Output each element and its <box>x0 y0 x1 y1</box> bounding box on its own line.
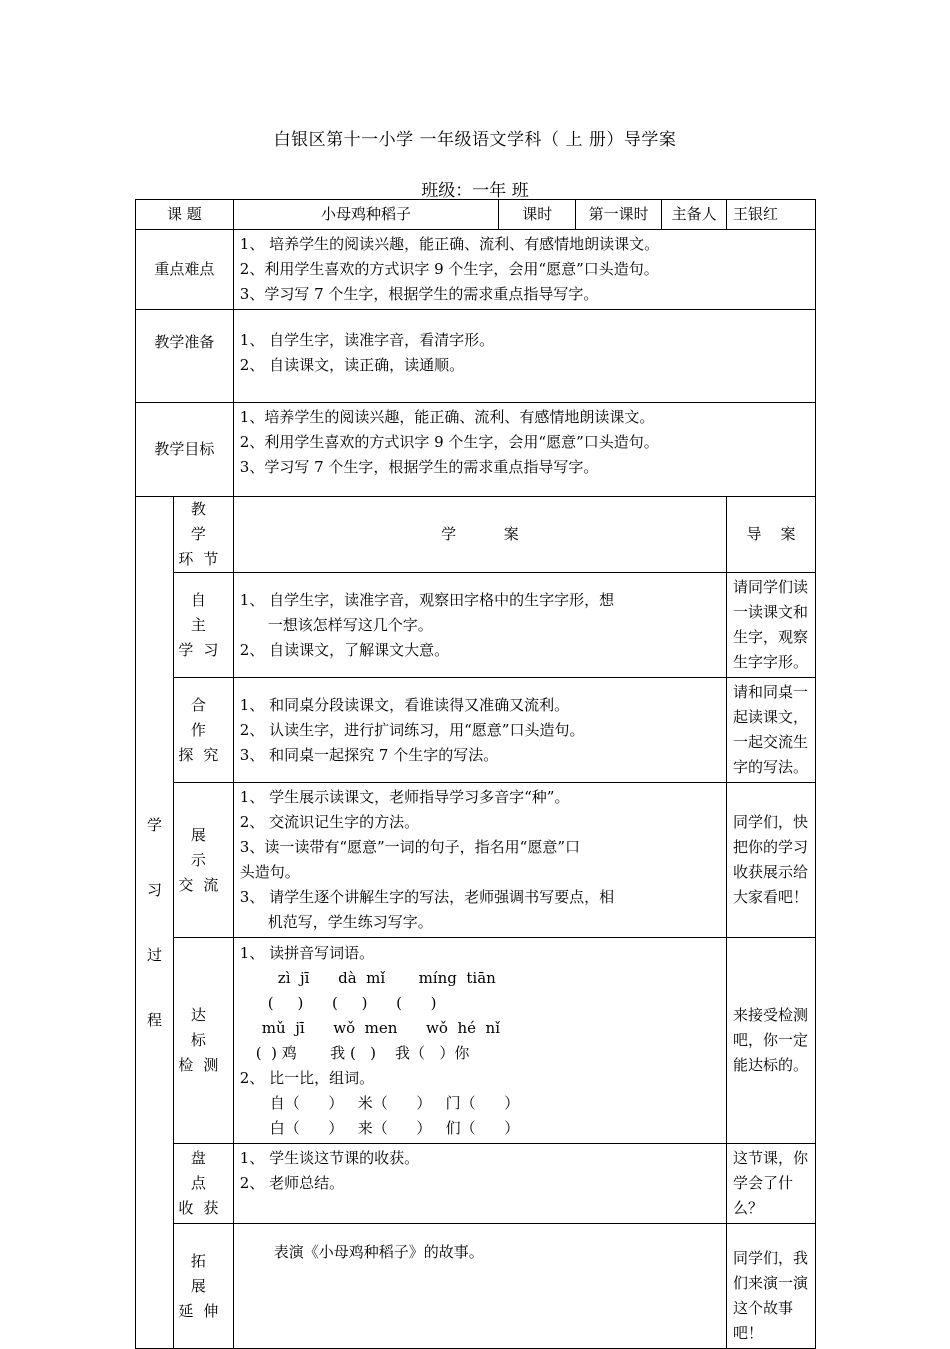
summary-row <box>136 1144 816 1224</box>
stage-label: 自 主 学习 <box>173 573 233 678</box>
blank-line: ( ) 鸡 我 ( ) 我（ ）你 <box>255 1043 470 1062</box>
summary-content <box>233 1144 726 1224</box>
plan-item: 一想该怎样写这几个字。 <box>267 615 433 634</box>
stage-label: 盘 点 收获 <box>173 1144 233 1224</box>
guide-header: 导 案 <box>727 497 816 573</box>
test-row <box>136 938 816 1144</box>
plan-item: 头造句。 <box>239 863 300 881</box>
extension-content: 表演《小母鸡种稻子》的故事。 <box>233 1224 726 1349</box>
period-value: 第一课时 <box>576 200 662 230</box>
stage-header: 教 学 环节 <box>173 497 233 573</box>
guide-text: 这节课，你学会了什么？ <box>727 1144 816 1224</box>
plan-item: 3、 请学生逐个讲解生字的写法，老师强调书写要点，相 <box>239 888 615 906</box>
plan-item: 2、 老师总结。 <box>239 1174 345 1192</box>
test-content <box>233 938 726 1144</box>
guide-text: 来接受检测吧，你一定能达标的。 <box>727 938 816 1144</box>
topic-row <box>136 200 816 230</box>
guide-text: 请同学们读一读课文和生字，观察生字字形。 <box>727 573 816 678</box>
plan-item: 1、 读拼音写词语。 <box>239 943 375 962</box>
compare-line: 白（ ） 来（ ） 们（ ） <box>269 1118 520 1137</box>
topic-value: 小母鸡种稻子 <box>233 200 499 230</box>
guide-text: 请和同桌一起读课文，一起交流生字的写法。 <box>727 678 816 783</box>
key-point-item: 2、利用学生喜欢的方式识字 9 个生字，会用“愿意”口头造句。 <box>239 260 659 278</box>
plan-item: 1、 学生展示读课文，老师指导学习多音字“种”。 <box>239 788 570 806</box>
plan-item: 2、 认读生字，进行扩词练习，用“愿意”口头造句。 <box>239 720 585 739</box>
plan-item: 3、 和同桌一起探究 7 个生字的写法。 <box>239 745 499 764</box>
stage-label: 达 标 检测 <box>173 938 233 1144</box>
key-points-label: 重点难点 <box>136 230 234 310</box>
plan-item: 1、 自学生字，读准字音，观察田字格中的生字字形，想 <box>239 590 615 609</box>
guide-text: 同学们，快把你的学习收获展示给大家看吧！ <box>727 783 816 938</box>
exchange-row <box>136 783 816 938</box>
page-title: 白银区第十一小学 一年级语文学科（ 上 册）导学案 <box>273 130 677 150</box>
key-point-item: 1、 培养学生的阅读兴趣，能正确、流利、有感情地朗读课文。 <box>239 235 660 253</box>
compare-line: 自（ ） 米（ ） 门（ ） <box>269 1093 520 1112</box>
key-point-item: 3、学习写 7 个生字，根据学生的需求重点指导写字。 <box>239 285 599 303</box>
plan-item: 1、 学生谈这节课的收获。 <box>239 1149 420 1167</box>
class-label: 班级：一年 班 <box>421 181 529 201</box>
preparation-label: 教学准备 <box>136 310 234 403</box>
preparer-label: 主备人 <box>662 200 727 230</box>
process-header-row <box>136 497 816 573</box>
key-points-content <box>233 230 815 310</box>
preparation-row <box>136 310 816 403</box>
cooperate-row <box>136 678 816 783</box>
goal-item: 1、培养学生的阅读兴趣，能正确、流利、有感情地朗读课文。 <box>239 408 655 426</box>
stage-label: 展 示 交流 <box>173 783 233 938</box>
stage-label: 合 作 探究 <box>173 678 233 783</box>
guide-text: 同学们，我们来演一演这个故事吧！ <box>727 1224 816 1349</box>
process-side-label: 学 习 过 程 <box>136 497 174 1349</box>
lesson-plan-table <box>135 199 816 1349</box>
preparation-item: 2、 自读课文，读正确，读通顺。 <box>239 356 465 374</box>
goal-item: 3、学习写 7 个生字，根据学生的需求重点指导写字。 <box>239 458 599 476</box>
key-points-row <box>136 230 816 310</box>
goals-content <box>233 403 815 497</box>
self-study-row <box>136 573 816 678</box>
plan-item: 2、 交流识记生字的方法。 <box>239 813 420 831</box>
goal-item: 2、利用学生喜欢的方式识字 9 个生字，会用“愿意”口头造句。 <box>239 433 659 451</box>
self-study-content <box>233 573 726 678</box>
plan-item: 2、 自读课文，了解课文大意。 <box>239 640 450 659</box>
preparation-content <box>233 310 815 403</box>
blank-line: ( ) ( ) ( ) <box>267 993 437 1012</box>
extension-row <box>136 1224 816 1349</box>
preparer-value: 王银红 <box>727 200 816 230</box>
plan-item: 2、 比一比，组词。 <box>239 1068 375 1087</box>
plan-item: 3、读一读带有“愿意”一词的句子，指名用“愿意”口 <box>239 838 581 856</box>
pinyin-line: zì jī dà mǐ míng tiān <box>277 968 496 987</box>
plan-item: 机范写，学生练习写字。 <box>267 913 433 931</box>
topic-label: 课 题 <box>136 200 234 230</box>
exchange-content <box>233 783 726 938</box>
plan-header: 学 案 <box>233 497 726 573</box>
preparation-item: 1、 自学生字，读准字音，看清字形。 <box>239 331 495 349</box>
cooperate-content <box>233 678 726 783</box>
plan-item: 1、 和同桌分段读课文，看谁读得又准确又流利。 <box>239 695 570 714</box>
goals-label: 教学目标 <box>136 403 234 497</box>
pinyin-line: mǔ jī wǒ men wǒ hé nǐ <box>261 1018 500 1037</box>
period-label: 课时 <box>499 200 576 230</box>
stage-label: 拓 展 延伸 <box>173 1224 233 1349</box>
goals-row <box>136 403 816 497</box>
